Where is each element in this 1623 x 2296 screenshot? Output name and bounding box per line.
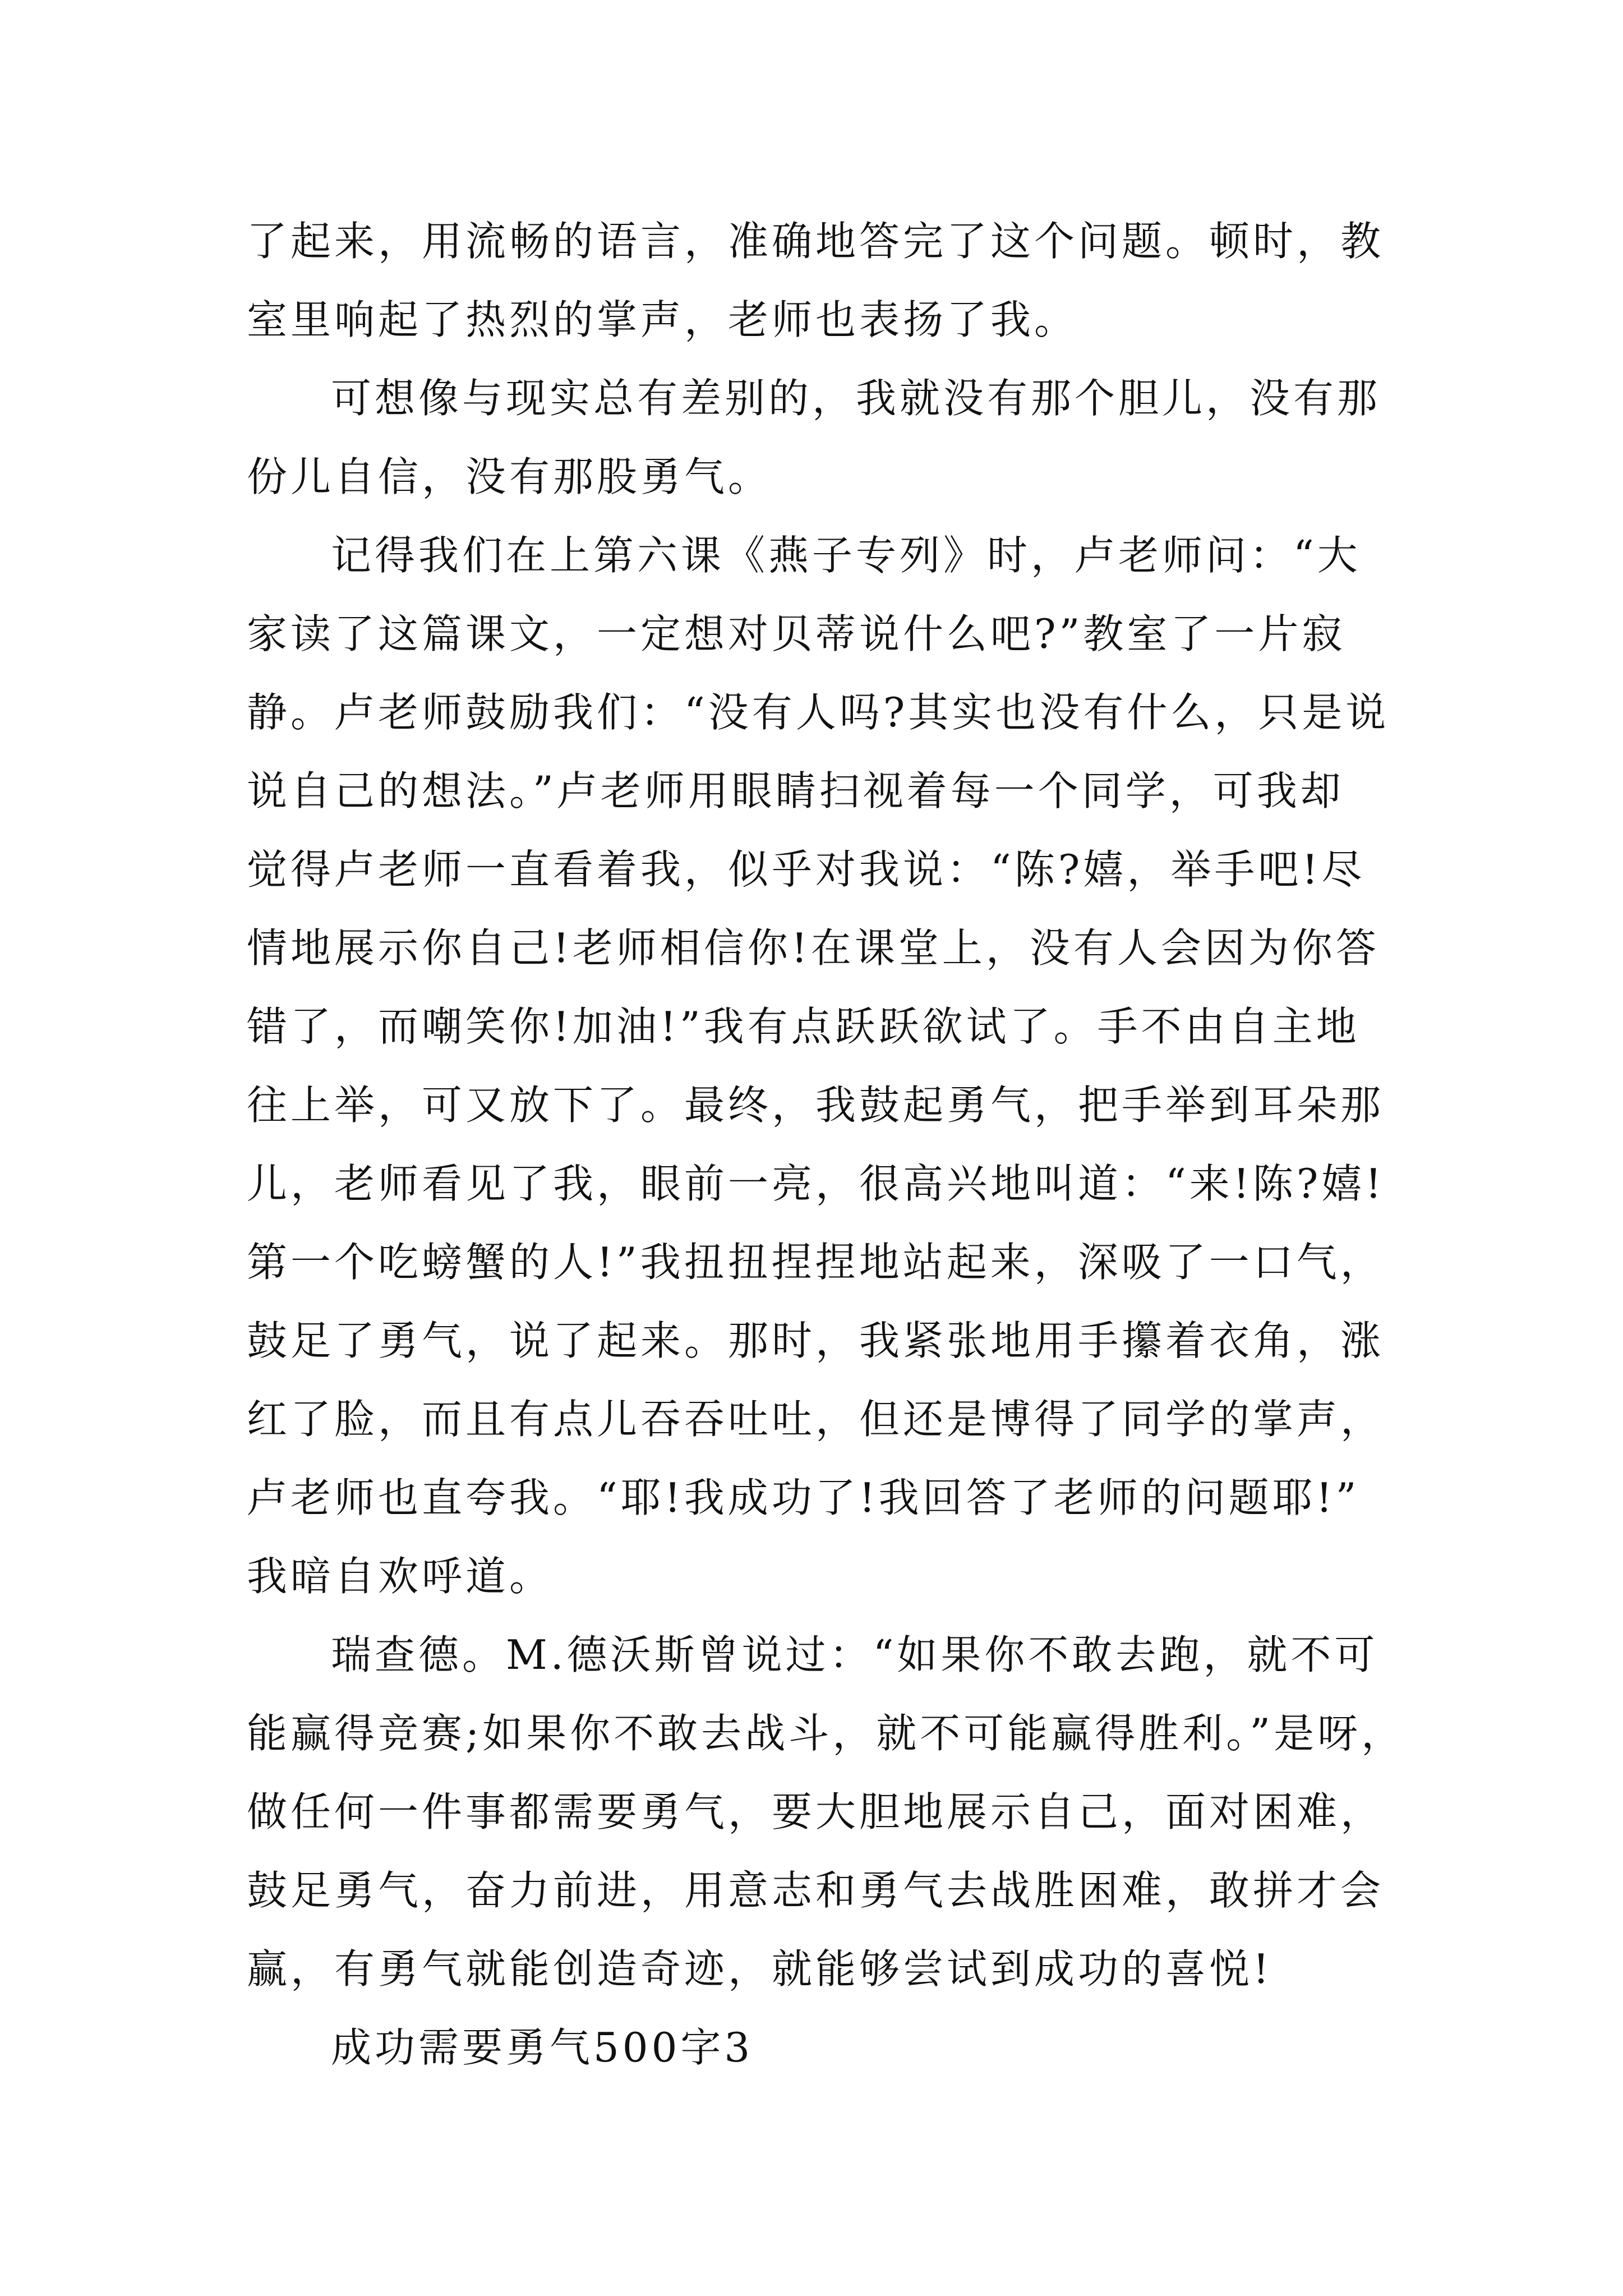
text-line: 儿，老师看见了我，眼前一亮，很高兴地叫道：“来!陈?嬉! [247, 1160, 1385, 1207]
essay-body [247, 202, 1405, 2087]
text-line: 室里响起了热烈的掌声，老师也表扬了我。 [247, 296, 1078, 343]
text-line: 鼓足了勇气，说了起来。那时，我紧张地用手攥着衣角，涨 [247, 1317, 1385, 1364]
text-line: 了起来，用流畅的语言，准确地答完了这个问题。顿时，教 [247, 218, 1385, 265]
text-line: 做任何一件事都需要勇气，要大胆地展示自己，面对困难， [247, 1788, 1385, 1835]
text-line: 说自己的想法。”卢老师用眼睛扫视着每一个同学，可我却 [247, 767, 1344, 815]
paragraph-start-line: 可想像与现实总有差别的，我就没有那个胆儿，没有那 [331, 375, 1381, 422]
text-line: 份儿自信，没有那股勇气。 [247, 453, 772, 500]
text-line: 红了脸，而且有点儿吞吞吐吐，但还是博得了同学的掌声， [247, 1396, 1385, 1443]
text-line: 我暗自欢呼道。 [247, 1553, 554, 1600]
text-line: 情地展示你自己!老师相信你!在课堂上，没有人会因为你答 [247, 924, 1380, 972]
paragraph-start-line: 瑞查德。M.德沃斯曾说过：“如果你不敢去跑，就不可 [331, 1631, 1378, 1678]
text-line: 静。卢老师鼓励我们：“没有人吗?其实也没有什么，只是说 [247, 689, 1390, 736]
section-heading: 成功需要勇气500字3 [331, 2024, 754, 2071]
text-line: 第一个吃螃蟹的人!”我扭扭捏捏地站起来，深吸了一口气， [247, 1239, 1384, 1286]
text-line: 赢，有勇气就能创造奇迹，就能够尝试到成功的喜悦! [247, 1945, 1272, 1993]
text-line: 卢老师也直夸我。“耶!我成功了!我回答了老师的问题耶!” [247, 1474, 1360, 1521]
text-line: 家读了这篇课文，一定想对贝蒂说什么吧?”教室了一片寂 [247, 610, 1346, 657]
text-line: 错了，而嘲笑你!加油!”我有点跃跃欲试了。手不由自主地 [247, 1003, 1360, 1050]
text-line: 觉得卢老师一直看着我，似乎对我说：“陈?嬉，举手吧!尽 [247, 846, 1366, 893]
text-line: 往上举，可又放下了。最终，我鼓起勇气，把手举到耳朵那 [247, 1082, 1385, 1129]
text-line: 能赢得竞赛;如果你不敢去战斗，就不可能赢得胜利。”是呀， [247, 1710, 1405, 1757]
text-line: 鼓足勇气，奋力前进，用意志和勇气去战胜困难，敢拼才会 [247, 1867, 1385, 1914]
paragraph-start-line: 记得我们在上第六课《燕子专列》时，卢老师问：“大 [331, 532, 1361, 579]
